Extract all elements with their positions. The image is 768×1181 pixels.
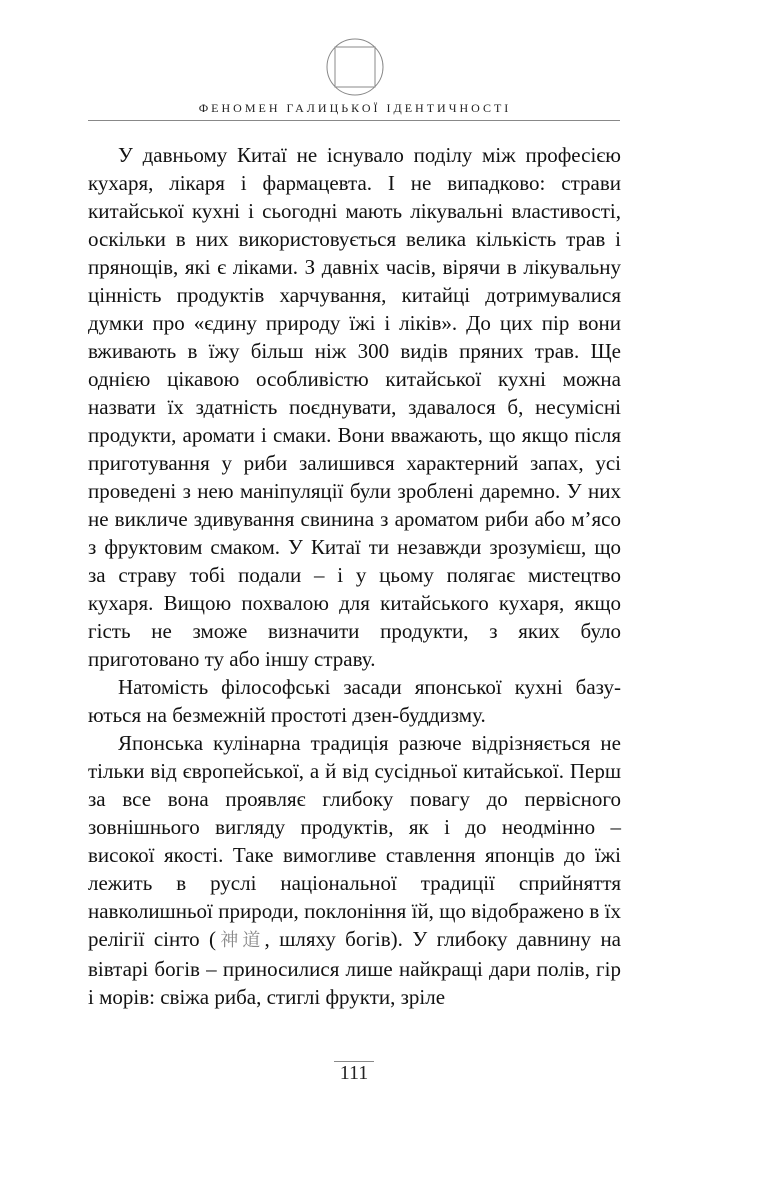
paragraph-japanese-philosophy: Натомість філософські засади японської кухні базуються на безмежній простоті дзен-буддизму. <box>88 675 621 727</box>
paragraph-chinese-cuisine: У давньому Китаї не існувало поділу між професією кухаря, лікаря і фармацевта. І не випадково: страви китайської кухні і сьогодні мають лікувальні властивості, оскільки в них використовується велика кількість трав і прянощів, які є ліками. З давніх часів, вірячи в лікувальну цінність продуктів харчування, китайці дотримувалися думки про «єдину природу їжі і ліків». До цих пір вони вживають в їжу більш ніж 300 видів пряних трав. Ще однією цікавою особливістю китайської кухні можна назвати їх здатність поєднувати, здавалося б, несумісні продукти, аромати і смаки. Вони вважають, що якщо після приготування у риби залишився характерний запах, усі проведені з нею маніпуляції були зроблені даремно. У них не викличе здивування свинина з ароматом риби або м’ясо з фруктовим смаком. У Китаї ти незавжди зрозумієш, що за страву тобі подали – і у цьому полягає мистецтво кухаря. Вищою похвалою для китайського кухаря, якщо гість не зможе визначити продукти, з яких було приготовано ту або іншу страву. <box>88 143 621 671</box>
shinto-kanji: 神道 <box>216 930 265 951</box>
paragraph-text-after: , шляху богів). У глибоку давнину на вівтарі богів – приносилися лише найкращі дари полів, гір і морів: свіжа риба, стиглі фрукти, зріле <box>88 927 622 1009</box>
circle-in-square-icon <box>325 37 385 97</box>
header-divider <box>88 120 620 121</box>
paragraph-japanese-tradition <box>88 729 621 1011</box>
page-number: 111 <box>339 1062 369 1084</box>
running-title: ФЕНОМЕН ГАЛИЦЬКОЇ ІДЕНТИЧНОСТІ <box>198 101 512 115</box>
body-text <box>88 141 621 1011</box>
paragraph-text-before: Японська кулінарна традиція разюче відрізняється не тільки від європейської, а й від сусідньої китайської. Перш за все вона проявляє глибоку повагу до первісного зовнішнього вигляду продуктів, як і до неодмінно – високої якості. Таке вимогливе ставлення японців до їжі лежить в руслі національної традиції сприйняття навколишньої природи, поклоніння їй, що відображено в їх релігії сінто ( <box>88 731 621 951</box>
